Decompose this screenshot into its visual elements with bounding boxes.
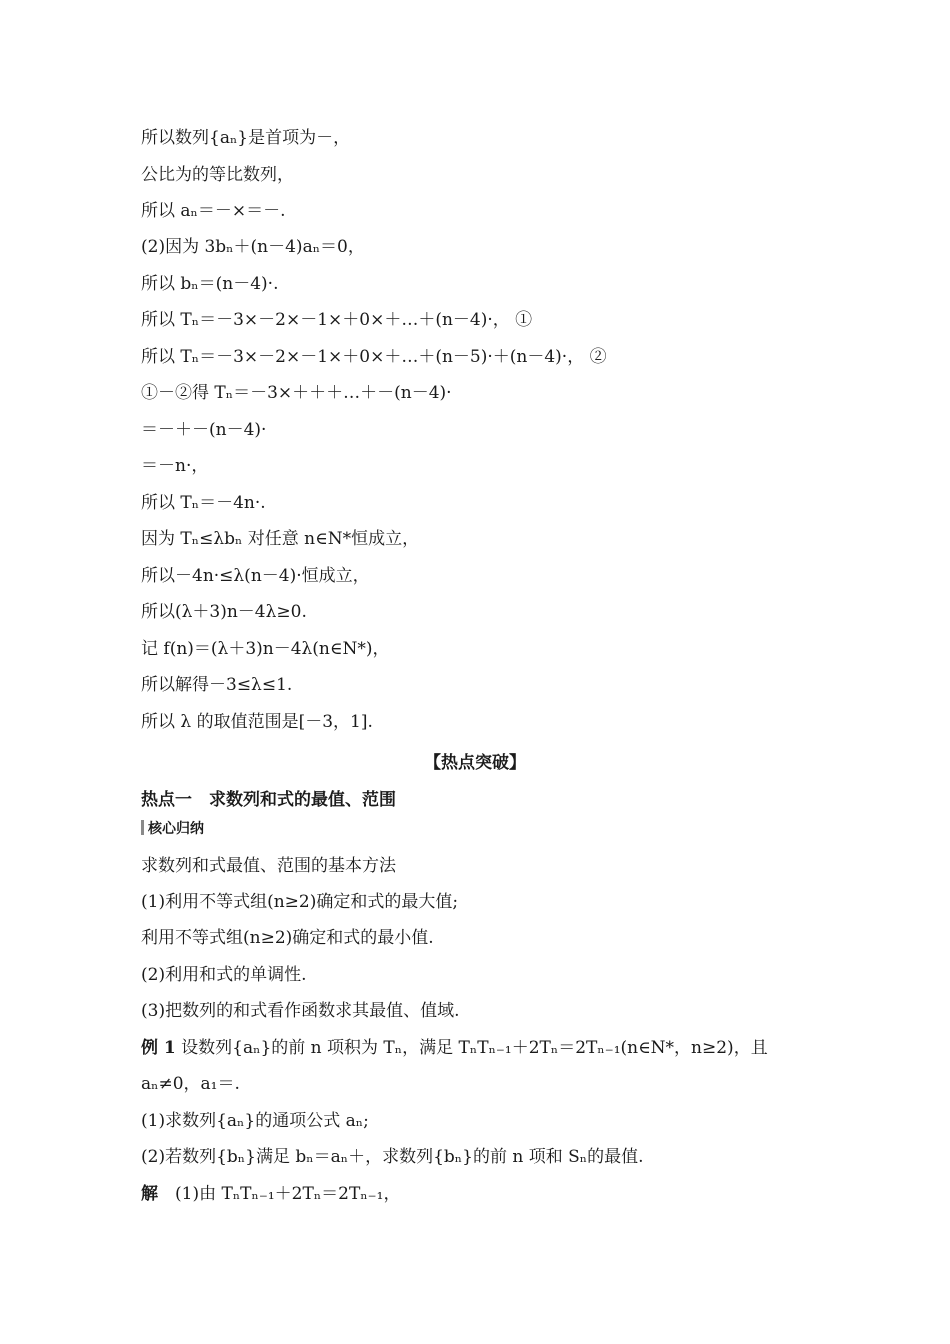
text-line: 所以－4n·≤λ(n－4)·恒成立， [141, 566, 370, 586]
text-line: 公比为的等比数列， [141, 165, 294, 185]
text-line: 所以 Tₙ＝－3×－2×－1×＋0×＋…＋(n－5)·＋(n－4)·， ② [141, 347, 607, 367]
method-line: (2)利用和式的单调性. [141, 965, 307, 985]
text-line: 记 f(n)＝(λ＋3)n－4λ(n∈N*)， [141, 639, 390, 659]
text-line: 所以 aₙ＝－×＝－. [141, 201, 286, 221]
text-line: 所以(λ＋3)n－4λ≥0. [141, 602, 307, 622]
example-label: 例 1 [141, 1038, 176, 1058]
example-text: 设数列{aₙ}的前 n 项积为 Tₙ，满足 TₙTₙ₋₁＋2Tₙ＝2Tₙ₋₁(n∈N*，n≥2)，且 [175, 1038, 768, 1058]
method-line: 求数列和式最值、范围的基本方法 [141, 856, 396, 876]
core-summary-tag: 核心归纳 [141, 818, 204, 838]
solution-text: (1)由 TₙTₙ₋₁＋2Tₙ＝2Tₙ₋₁， [158, 1184, 401, 1204]
text-line: ＝－＋－(n－4)· [141, 420, 267, 440]
section-title: 热点一 求数列和式的最值、范围 [141, 790, 396, 810]
text-line: ①－②得 Tₙ＝－3×＋＋＋…＋－(n－4)· [141, 383, 452, 403]
solution-label: 解 [141, 1184, 158, 1204]
text-line: 因为 Tₙ≤λbₙ 对任意 n∈N*恒成立， [141, 529, 420, 549]
text-line: 所以 λ 的取值范围是[－3，1]. [141, 712, 373, 732]
text-line: 所以 Tₙ＝－4n·. [141, 493, 266, 513]
solution-line [141, 1183, 400, 1205]
text-line: 所以数列{aₙ}是首项为－， [141, 128, 351, 148]
example-line [141, 1037, 768, 1059]
text-line: 所以 bₙ＝(n－4)·. [141, 274, 279, 294]
method-line: (1)利用不等式组(n≥2)确定和式的最大值; [141, 892, 459, 912]
question-2: (2)若数列{bₙ}满足 bₙ＝aₙ＋，求数列{bₙ}的前 n 项和 Sₙ的最值. [141, 1147, 644, 1167]
text-line: 所以解得－3≤λ≤1. [141, 675, 293, 695]
example-line: aₙ≠0，a₁＝. [141, 1074, 240, 1094]
text-line: ＝－n·， [141, 456, 209, 476]
method-line: 利用不等式组(n≥2)确定和式的最小值. [141, 928, 434, 948]
method-line: (3)把数列的和式看作函数求其最值、值域. [141, 1001, 460, 1021]
question-1: (1)求数列{aₙ}的通项公式 aₙ; [141, 1111, 369, 1131]
text-line: (2)因为 3bₙ＋(n－4)aₙ＝0， [141, 237, 365, 257]
hot-section-heading: 【热点突破】 [424, 753, 526, 773]
text-line: 所以 Tₙ＝－3×－2×－1×＋0×＋…＋(n－4)·， ① [141, 310, 533, 330]
